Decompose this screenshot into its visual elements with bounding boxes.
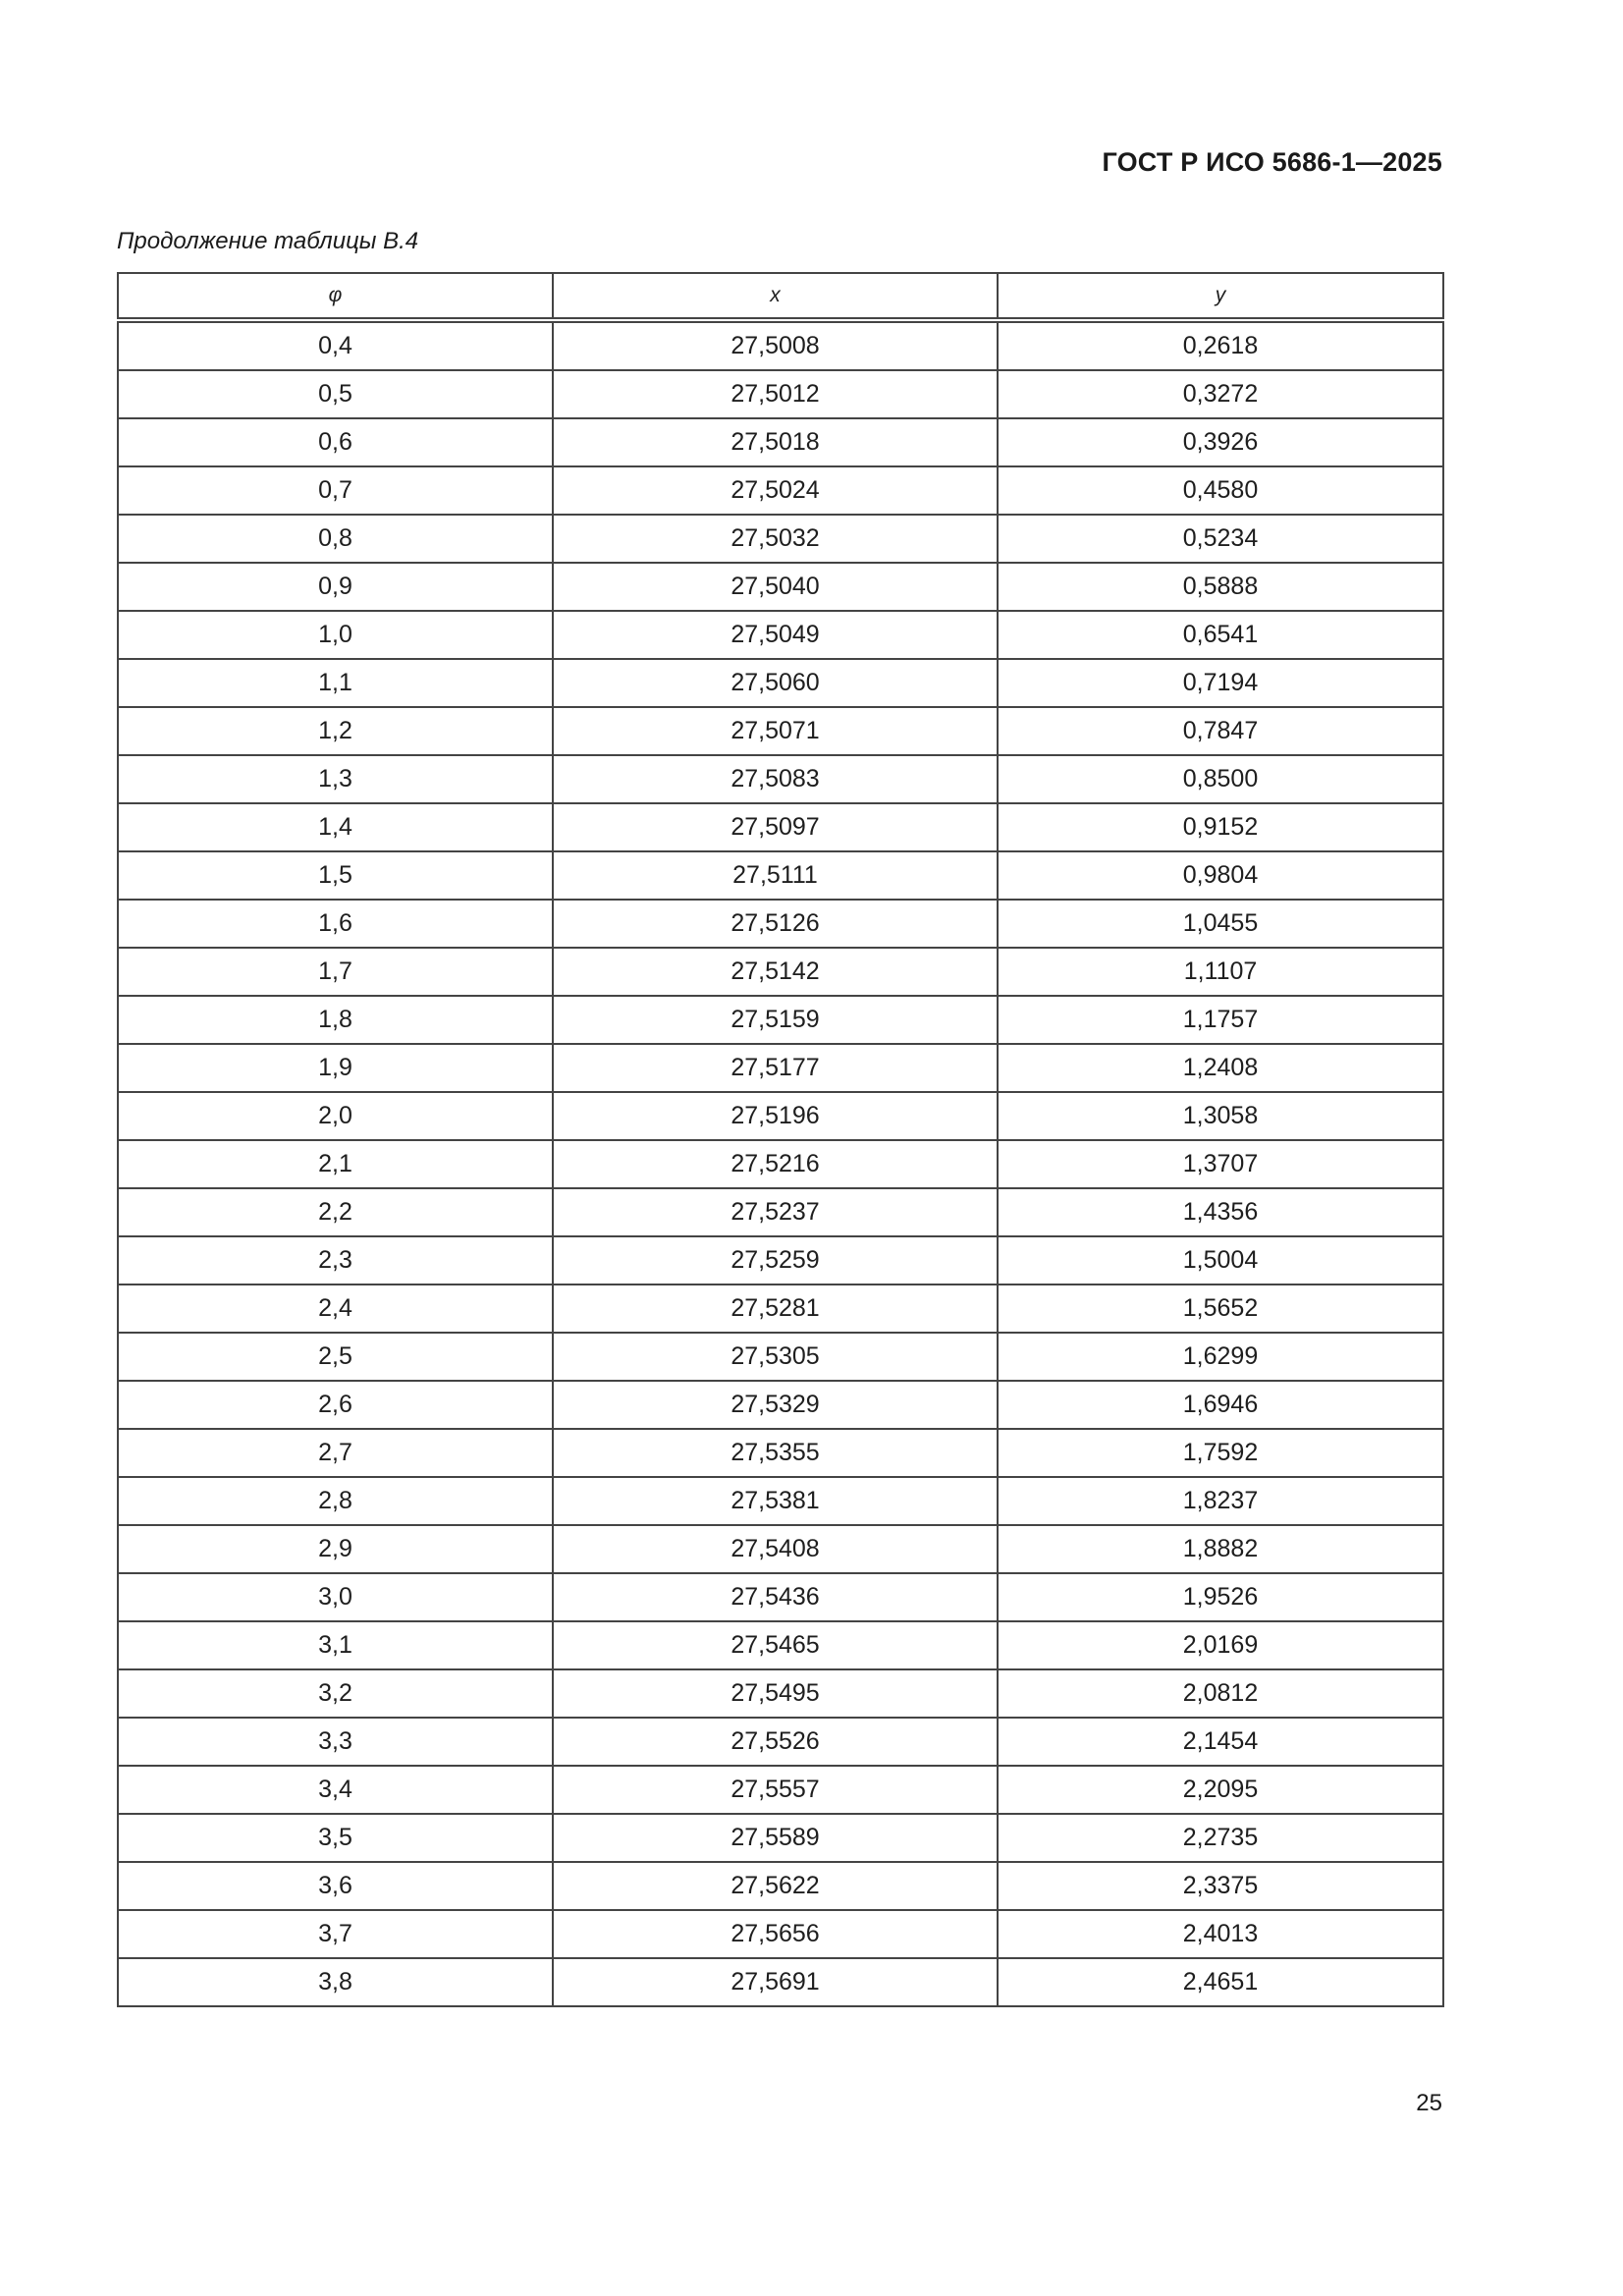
cell-y: 0,6541 [998,611,1443,659]
table-row [118,1140,1443,1188]
cell-phi: 0,5 [118,370,553,418]
table-row [118,611,1443,659]
cell-phi: 3,6 [118,1862,553,1910]
table-row [118,370,1443,418]
table-row [118,1188,1443,1236]
table-row [118,563,1443,611]
table-row [118,1525,1443,1573]
cell-phi: 2,1 [118,1140,553,1188]
cell-phi: 2,7 [118,1429,553,1477]
table-row [118,1429,1443,1477]
cell-y: 0,7847 [998,707,1443,755]
cell-x: 27,5111 [553,851,998,900]
cell-x: 27,5281 [553,1285,998,1333]
cell-y: 2,4013 [998,1910,1443,1958]
cell-x: 27,5177 [553,1044,998,1092]
table-row [118,1766,1443,1814]
table-body [118,320,1443,2006]
cell-x: 27,5216 [553,1140,998,1188]
table-row [118,755,1443,803]
page-number: 25 [1416,2090,1442,2116]
cell-y: 1,1757 [998,996,1443,1044]
cell-y: 2,0169 [998,1621,1443,1669]
cell-phi: 3,3 [118,1718,553,1766]
cell-y: 1,3707 [998,1140,1443,1188]
cell-y: 0,9152 [998,803,1443,851]
cell-x: 27,5436 [553,1573,998,1621]
data-table [117,272,1444,2007]
column-header-phi: φ [118,273,553,320]
cell-y: 1,5652 [998,1285,1443,1333]
cell-y: 1,8237 [998,1477,1443,1525]
cell-x: 27,5008 [553,320,998,370]
cell-phi: 3,0 [118,1573,553,1621]
table-row [118,1910,1443,1958]
table-row [118,1958,1443,2006]
cell-x: 27,5408 [553,1525,998,1573]
column-header-y: y [998,273,1443,320]
cell-x: 27,5196 [553,1092,998,1140]
cell-x: 27,5495 [553,1669,998,1718]
table-row [118,1092,1443,1140]
table-row [118,900,1443,948]
table-row [118,320,1443,370]
cell-phi: 3,7 [118,1910,553,1958]
cell-y: 2,2735 [998,1814,1443,1862]
cell-phi: 0,9 [118,563,553,611]
table-row [118,1044,1443,1092]
cell-x: 27,5097 [553,803,998,851]
cell-x: 27,5060 [553,659,998,707]
cell-y: 1,8882 [998,1525,1443,1573]
cell-phi: 0,4 [118,320,553,370]
cell-y: 1,6946 [998,1381,1443,1429]
cell-phi: 1,3 [118,755,553,803]
cell-x: 27,5126 [553,900,998,948]
cell-phi: 0,6 [118,418,553,466]
cell-x: 27,5012 [553,370,998,418]
cell-y: 1,2408 [998,1044,1443,1092]
table-row [118,1477,1443,1525]
table-row [118,1236,1443,1285]
table-row [118,707,1443,755]
cell-x: 27,5589 [553,1814,998,1862]
cell-x: 27,5465 [553,1621,998,1669]
column-header-x: x [553,273,998,320]
cell-x: 27,5557 [553,1766,998,1814]
cell-phi: 1,8 [118,996,553,1044]
table-row [118,515,1443,563]
cell-phi: 2,9 [118,1525,553,1573]
cell-phi: 2,8 [118,1477,553,1525]
cell-y: 0,3272 [998,370,1443,418]
cell-x: 27,5142 [553,948,998,996]
table-row [118,1814,1443,1862]
cell-y: 0,5234 [998,515,1443,563]
cell-y: 0,9804 [998,851,1443,900]
table-row [118,948,1443,996]
cell-y: 2,2095 [998,1766,1443,1814]
table-row [118,851,1443,900]
table-row [118,1621,1443,1669]
cell-x: 27,5159 [553,996,998,1044]
cell-y: 2,3375 [998,1862,1443,1910]
cell-phi: 3,2 [118,1669,553,1718]
cell-x: 27,5083 [553,755,998,803]
cell-phi: 1,2 [118,707,553,755]
cell-x: 27,5381 [553,1477,998,1525]
cell-y: 1,9526 [998,1573,1443,1621]
cell-phi: 2,4 [118,1285,553,1333]
cell-phi: 2,0 [118,1092,553,1140]
cell-phi: 1,7 [118,948,553,996]
cell-x: 27,5259 [553,1236,998,1285]
cell-x: 27,5329 [553,1381,998,1429]
document-standard-id: ГОСТ Р ИСО 5686-1—2025 [1102,147,1442,177]
cell-phi: 1,9 [118,1044,553,1092]
table-row [118,1381,1443,1429]
cell-phi: 2,6 [118,1381,553,1429]
cell-x: 27,5237 [553,1188,998,1236]
cell-x: 27,5024 [553,466,998,515]
cell-y: 0,7194 [998,659,1443,707]
cell-x: 27,5622 [553,1862,998,1910]
table-row [118,1573,1443,1621]
cell-x: 27,5049 [553,611,998,659]
table-header-row [118,273,1443,320]
table-row [118,1333,1443,1381]
cell-phi: 1,5 [118,851,553,900]
cell-y: 2,1454 [998,1718,1443,1766]
cell-x: 27,5018 [553,418,998,466]
cell-y: 2,0812 [998,1669,1443,1718]
table-row [118,466,1443,515]
cell-phi: 3,4 [118,1766,553,1814]
cell-phi: 0,8 [118,515,553,563]
table-row [118,1862,1443,1910]
cell-y: 0,4580 [998,466,1443,515]
cell-x: 27,5656 [553,1910,998,1958]
table-row [118,803,1443,851]
cell-x: 27,5526 [553,1718,998,1766]
cell-y: 1,1107 [998,948,1443,996]
cell-phi: 1,1 [118,659,553,707]
cell-phi: 3,1 [118,1621,553,1669]
cell-y: 1,3058 [998,1092,1443,1140]
table-row [118,1285,1443,1333]
cell-y: 0,8500 [998,755,1443,803]
cell-phi: 2,5 [118,1333,553,1381]
cell-y: 1,7592 [998,1429,1443,1477]
cell-phi: 2,2 [118,1188,553,1236]
cell-x: 27,5040 [553,563,998,611]
cell-y: 0,3926 [998,418,1443,466]
table-row [118,1669,1443,1718]
table-row [118,659,1443,707]
cell-phi: 1,0 [118,611,553,659]
cell-x: 27,5305 [553,1333,998,1381]
cell-x: 27,5032 [553,515,998,563]
cell-x: 27,5691 [553,1958,998,2006]
cell-phi: 2,3 [118,1236,553,1285]
cell-x: 27,5071 [553,707,998,755]
cell-phi: 1,6 [118,900,553,948]
cell-x: 27,5355 [553,1429,998,1477]
cell-y: 0,5888 [998,563,1443,611]
cell-phi: 3,8 [118,1958,553,2006]
cell-y: 1,4356 [998,1188,1443,1236]
cell-y: 1,0455 [998,900,1443,948]
table-row [118,418,1443,466]
cell-y: 1,5004 [998,1236,1443,1285]
table-caption: Продолжение таблицы В.4 [117,228,419,254]
cell-y: 1,6299 [998,1333,1443,1381]
cell-y: 0,2618 [998,320,1443,370]
cell-phi: 0,7 [118,466,553,515]
table-row [118,996,1443,1044]
cell-y: 2,4651 [998,1958,1443,2006]
cell-phi: 3,5 [118,1814,553,1862]
table-row [118,1718,1443,1766]
cell-phi: 1,4 [118,803,553,851]
